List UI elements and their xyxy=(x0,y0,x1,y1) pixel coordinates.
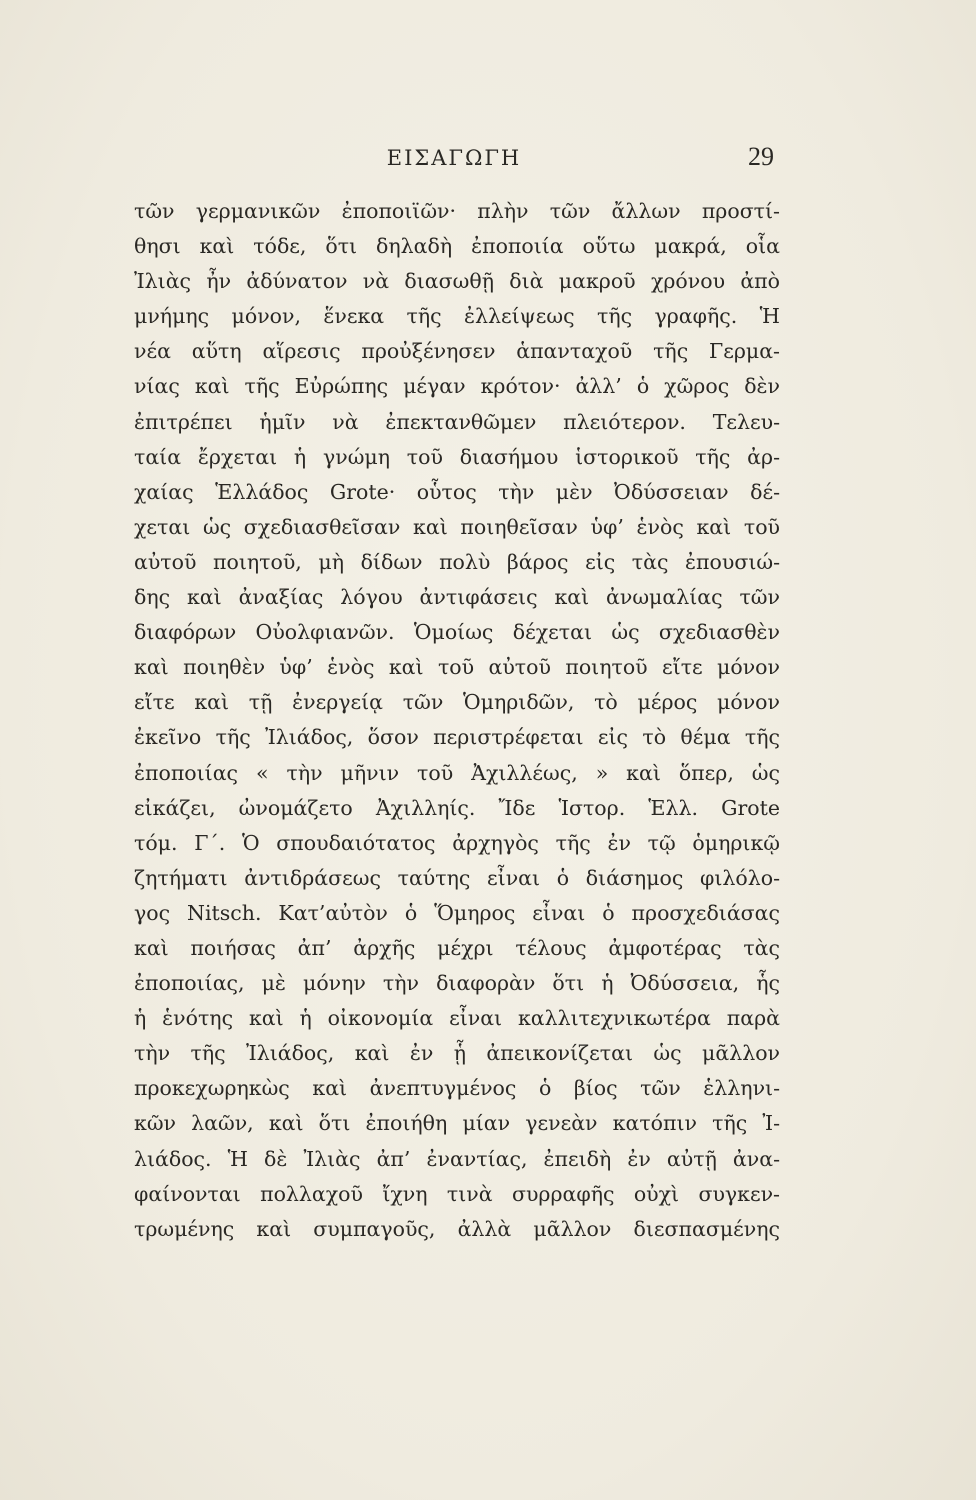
text-line: καὶ ποιήσας ἀπ’ ἀρχῆς μέχρι τέλους ἀμφοτέρας τὰς xyxy=(134,935,780,960)
text-line: καὶ ποιηθὲν ὑφ’ ἑνὸς καὶ τοῦ αὐτοῦ ποιητοῦ εἴτε μόνον xyxy=(134,655,780,680)
text-line: Ἰλιὰς ἦν ἀδύνατον νὰ διασωθῇ διὰ μακροῦ χρόνου ἀπὸ xyxy=(134,269,780,294)
text-line: τόμ. Γ΄. Ὁ σπουδαιότατος ἀρχηγὸς τῆς ἐν τῷ ὁμηρικῷ xyxy=(134,830,780,855)
text-line: ἡ ἑνότης καὶ ἡ οἰκονομία εἶναι καλλιτεχνικωτέρα παρὰ xyxy=(134,1006,780,1031)
text-line: διαφόρων Οὐολφιανῶν. Ὁμοίως δέχεται ὡς σχεδιασθὲν xyxy=(134,620,780,645)
text-line: ζητήματι ἀντιδράσεως ταύτης εἶναι ὁ διάσημος φιλόλο- xyxy=(134,865,780,890)
text-line: χαίας Ἑλλάδος Grote· οὗτος τὴν μὲν Ὀδύσσειαν δέ- xyxy=(134,479,780,504)
text-line: γος Nitsch. Κατ’αὐτὸν ὁ Ὅμηρος εἶναι ὁ προσχεδιάσας xyxy=(134,900,780,925)
text-line: δης καὶ ἀναξίας λόγου ἀντιφάσεις καὶ ἀνωμαλίας τῶν xyxy=(134,585,780,610)
text-line: θησι καὶ τόδε, ὅτι δηλαδὴ ἐποποιία οὕτω μακρά, οἷα xyxy=(134,234,780,259)
text-line: φαίνονται πολλαχοῦ ἴχνη τινὰ συρραφῆς οὐχὶ συγκεν- xyxy=(134,1181,780,1206)
text-line: τὴν τῆς Ἰλιάδος, καὶ ἐν ᾗ ἀπεικονίζεται ὡς μᾶλλον xyxy=(134,1041,780,1066)
page-header xyxy=(134,142,774,186)
text-line: τρωμένης καὶ συμπαγοῦς, ἀλλὰ μᾶλλον διεσπασμένης xyxy=(134,1216,780,1241)
text-line: λιάδος. Ἡ δὲ Ἰλιὰς ἀπ’ ἐναντίας, ἐπειδὴ ἐν αὐτῇ ἀνα- xyxy=(134,1146,780,1171)
running-title: ΕΙΣΑΓΩΓΗ xyxy=(386,146,522,170)
text-line: ἐπιτρέπει ἡμῖν νὰ ἐπεκτανθῶμεν πλειότερον. Τελευ- xyxy=(134,409,780,434)
text-line: νέα αὕτη αἵρεσις προὐξένησεν ἁπανταχοῦ τῆς Γερμα- xyxy=(134,339,780,364)
text-line: νίας καὶ τῆς Εὐρώπης μέγαν κρότον· ἀλλ’ ὁ χῶρος δὲν xyxy=(134,374,780,399)
text-line: κῶν λαῶν, καὶ ὅτι ἐποιήθη μίαν γενεὰν κατόπιν τῆς Ἰ- xyxy=(134,1111,780,1136)
text-line: χεται ὡς σχεδιασθεῖσαν καὶ ποιηθεῖσαν ὑφ’ ἑνὸς καὶ τοῦ xyxy=(134,514,780,539)
text-line: εἴτε καὶ τῇ ἐνεργείᾳ τῶν Ὁμηριδῶν, τὸ μέρος μόνον xyxy=(134,690,780,715)
text-line: ἐποποιίας, μὲ μόνην τὴν διαφορὰν ὅτι ἡ Ὀδύσσεια, ἧς xyxy=(134,971,780,996)
text-line: αὐτοῦ ποιητοῦ, μὴ δίδων πολὺ βάρος εἰς τὰς ἐπουσιώ- xyxy=(134,549,780,574)
text-line: προκεχωρηκὼς καὶ ἀνεπτυγμένος ὁ βίος τῶν ἑλληνι- xyxy=(134,1076,780,1101)
text-line: τῶν γερμανικῶν ἐποποιϊῶν· πλὴν τῶν ἄλλων προστί- xyxy=(134,199,780,223)
text-line: ταία ἔρχεται ἡ γνώμη τοῦ διασήμου ἱστορικοῦ τῆς ἀρ- xyxy=(134,444,780,469)
text-line: μνήμης μόνον, ἕνεκα τῆς ἐλλείψεως τῆς γραφῆς. Ἡ xyxy=(134,304,780,329)
text-line: ἐποποιίας « τὴν μῆνιν τοῦ Ἀχιλλέως, » καὶ ὅπερ, ὡς xyxy=(134,760,780,785)
page-number: 29 xyxy=(748,142,774,171)
text-line: εἰκάζει, ὠνομάζετο Ἀχιλληίς. Ἴδε Ἱστορ. Ἑλλ. Grote xyxy=(134,795,780,820)
text-line: ἐκεῖνο τῆς Ἰλιάδος, ὅσον περιστρέφεται εἰς τὸ θέμα τῆς xyxy=(134,725,780,750)
body-text xyxy=(134,194,780,1247)
